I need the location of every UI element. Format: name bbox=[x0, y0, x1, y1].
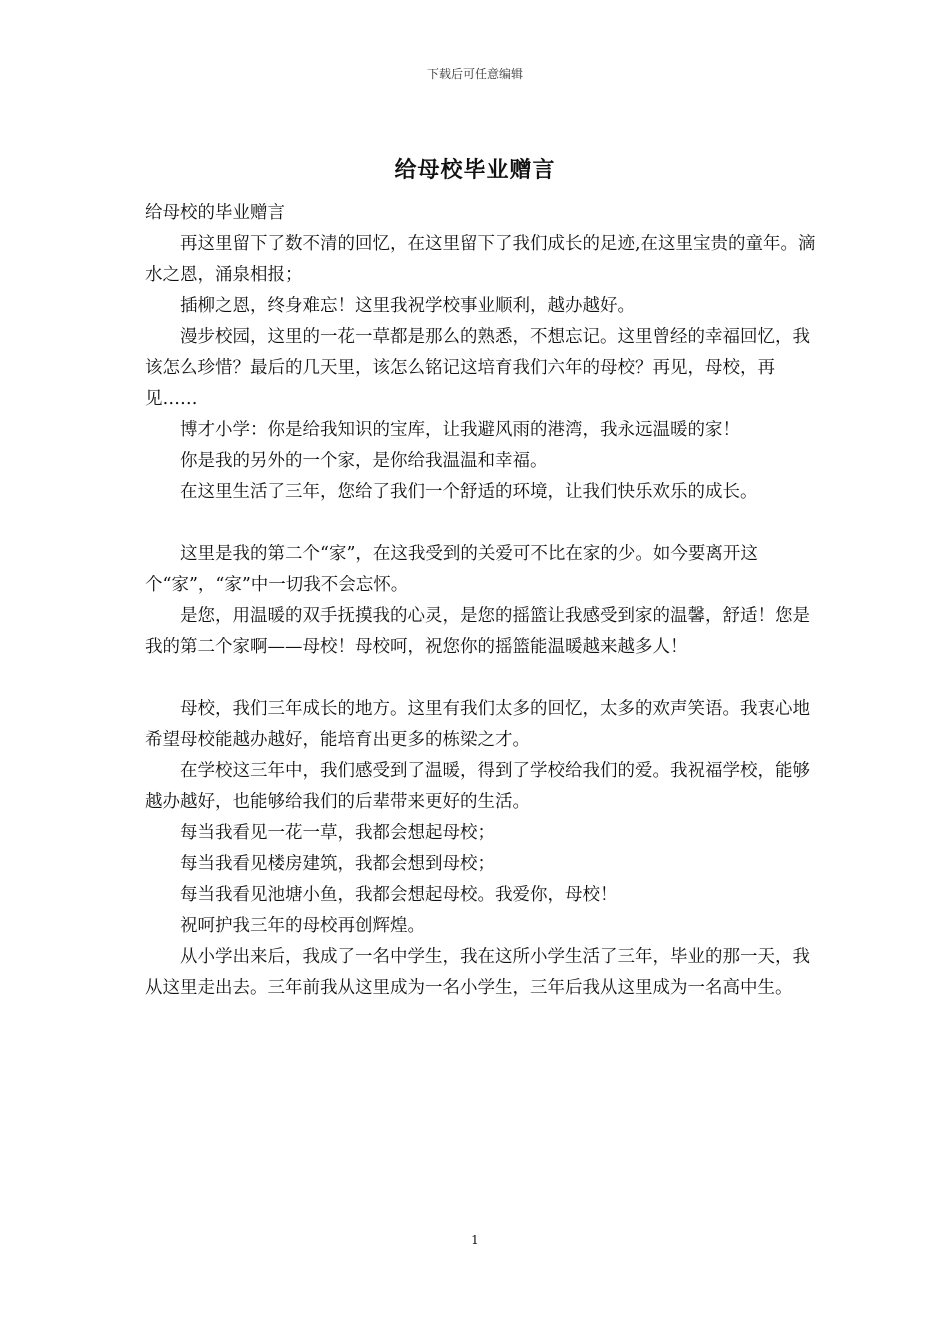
paragraph: 你是我的另外的一个家，是你给我温温和幸福。 bbox=[180, 451, 548, 471]
paragraph-spacer bbox=[145, 508, 825, 539]
paragraph: 在这里生活了三年，您给了我们一个舒适的环境，让我们快乐欢乐的成长。 bbox=[180, 482, 758, 502]
page-number: 1 bbox=[471, 1233, 479, 1247]
page-header: 下载后可任意编辑 bbox=[426, 67, 523, 81]
document-body bbox=[145, 198, 825, 1004]
paragraph: 从小学出来后，我成了一名中学生，我在这所小学生活了三年，毕业的那一天，我从这里走出去。三年前我从这里成为一名小学生，三年后我从这里成为一名高中生。 bbox=[145, 947, 810, 998]
paragraph: 每当我看见楼房建筑，我都会想到母校； bbox=[180, 854, 495, 874]
paragraph: 这里是我的第二个“家”，在这我受到的关爱可不比在家的少。如今要离开这个“家”，“家”中一切我不会忘怀。 bbox=[145, 544, 758, 595]
document-title: 给母校毕业赠言 bbox=[394, 157, 556, 183]
paragraph: 插柳之恩，终身难忘！这里我祝学校事业顺利，越办越好。 bbox=[180, 296, 635, 316]
paragraph-spacer bbox=[145, 663, 825, 694]
paragraph: 博才小学：你是给我知识的宝库，让我避风雨的港湾，我永远温暖的家！ bbox=[180, 420, 740, 440]
document-subtitle: 给母校的毕业赠言 bbox=[145, 203, 285, 223]
paragraph: 母校，我们三年成长的地方。这里有我们太多的回忆，太多的欢声笑语。我衷心地希望母校能越办越好，能培育出更多的栋梁之才。 bbox=[145, 699, 810, 750]
paragraph: 漫步校园，这里的一花一草都是那么的熟悉，不想忘记。这里曾经的幸福回忆，我该怎么珍惜？最后的几天里，该怎么铭记这培育我们六年的母校？再见，母校，再见…… bbox=[145, 327, 810, 409]
paragraph: 再这里留下了数不清的回忆，在这里留下了我们成长的足迹,在这里宝贵的童年。滴水之恩，涌泉相报； bbox=[145, 234, 816, 285]
paragraph: 是您，用温暖的双手抚摸我的心灵，是您的摇篮让我感受到家的温馨，舒适！您是我的第二个家啊——母校！母校呵，祝您你的摇篮能温暖越来越多人！ bbox=[145, 606, 810, 657]
paragraph: 每当我看见池塘小鱼，我都会想起母校。我爱你，母校！ bbox=[180, 885, 618, 905]
paragraph: 祝呵护我三年的母校再创辉煌。 bbox=[180, 916, 425, 936]
paragraph: 在学校这三年中，我们感受到了温暖，得到了学校给我们的爱。我祝福学校，能够越办越好，也能够给我们的后辈带来更好的生活。 bbox=[145, 761, 810, 812]
paragraph: 每当我看见一花一草，我都会想起母校； bbox=[180, 823, 495, 843]
